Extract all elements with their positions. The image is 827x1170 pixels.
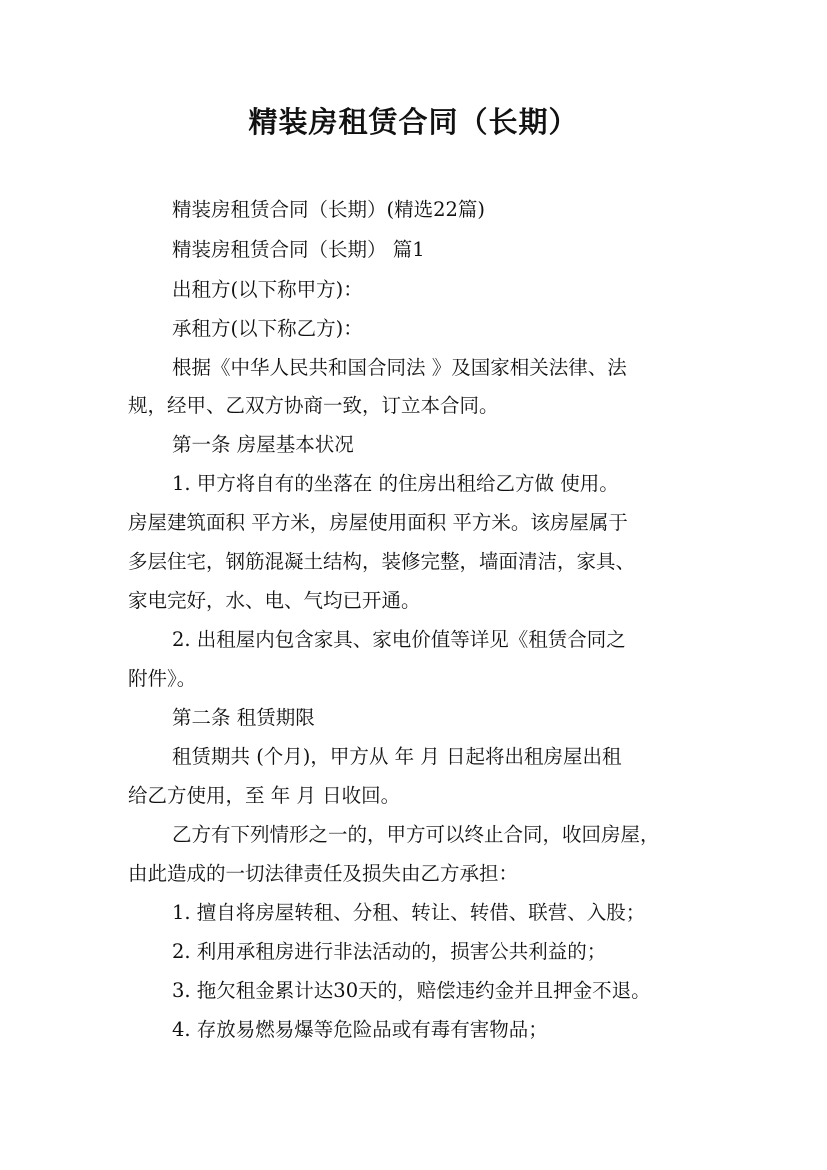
article-heading: 第一条 房屋基本状况	[172, 433, 354, 456]
document-title: 精装房租赁合同（长期）	[248, 105, 579, 139]
paragraph-line: 给乙方使用，至 年 月 日收回。	[128, 784, 401, 807]
paragraph-line: 家电完好，水、电、气均已开通。	[128, 589, 421, 612]
clause-line: 4. 存放易燃易爆等危险品或有毒有害物品；	[172, 1018, 548, 1041]
clause-line: 2. 出租屋内包含家具、家电价值等详见《租赁合同之	[172, 628, 626, 651]
lessor-line: 出租方(以下称甲方)：	[172, 278, 363, 301]
paragraph-line: 租赁期共 (个月)，甲方从 年 月 日起将出租房屋出租	[172, 745, 622, 768]
paragraph-line: 房屋建筑面积 平方米，房屋使用面积 平方米。该房屋属于	[128, 511, 628, 534]
paragraph-line: 多层住宅，钢筋混凝土结构，装修完整，墙面清洁，家具、	[128, 550, 636, 573]
paragraph-line: 附件》。	[128, 667, 197, 690]
lessee-line: 承租方(以下称乙方)：	[172, 317, 363, 340]
paragraph-line: 根据《中华人民共和国合同法 》及国家相关法律、法	[172, 356, 627, 379]
article-heading: 第二条 租赁期限	[172, 706, 315, 729]
section-heading: 精装房租赁合同（长期） 篇1	[172, 238, 425, 261]
clause-line: 2. 利用承租房进行非法活动的，损害公共利益的；	[172, 940, 607, 963]
paragraph-line: 由此造成的一切法律责任及损失由乙方承担：	[128, 862, 519, 885]
subtitle-line: 精装房租赁合同（长期）(精选22篇)	[172, 198, 486, 221]
paragraph-line: 规，经甲、乙双方协商一致，订立本合同。	[128, 394, 499, 417]
clause-line: 1. 擅自将房屋转租、分租、转让、转借、联营、入股；	[172, 901, 646, 924]
paragraph-line: 乙方有下列情形之一的，甲方可以终止合同，收回房屋，	[172, 823, 660, 846]
clause-line: 1. 甲方将自有的坐落在 的住房出租给乙方做 使用。	[172, 472, 619, 495]
clause-line: 3. 拖欠租金累计达30天的，赔偿违约金并且押金不退。	[172, 979, 651, 1002]
